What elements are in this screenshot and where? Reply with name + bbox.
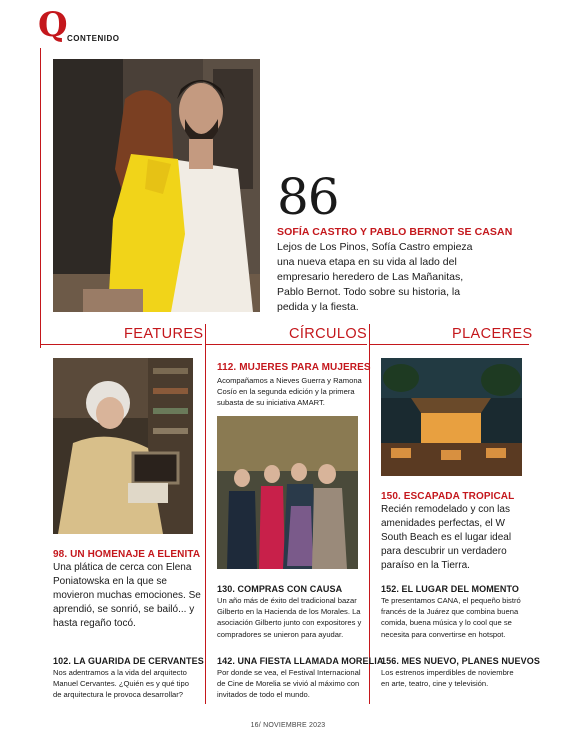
placeres-third-text: Los estrenos imperdibles de noviembre en arte, teatro, cine y televisión. bbox=[381, 668, 514, 689]
column-divider-2 bbox=[369, 324, 370, 704]
page-footer: 16/ NOVIEMBRE 2023 bbox=[250, 722, 326, 729]
features-main-text: Una plática de cerca con Elena Poniatowska en la que se movieron muchas emociones. Se aprendió, se sonrió, se bailó... y hasta regaño tocó. bbox=[53, 562, 201, 629]
section-heading-features[interactable]: FEATURES bbox=[124, 326, 204, 342]
cover-story-page-number: 86 bbox=[277, 168, 339, 226]
placeres-second-title[interactable]: 152. EL LUGAR DEL MOMENTO bbox=[381, 584, 520, 594]
circulos-main-title[interactable]: 112. MUJERES PARA MUJERES bbox=[217, 362, 371, 373]
circulos-second-title[interactable]: 130. COMPRAS CON CAUSA bbox=[217, 584, 343, 594]
cover-story-photo bbox=[53, 59, 260, 312]
features-underline bbox=[40, 344, 202, 345]
circulos-photo-amart bbox=[217, 416, 358, 569]
circulos-main-text: Acompañamos a Nieves Guerra y Ramona Cosío en la segunda edición y la primera subasta de su iniciativa AMART. bbox=[217, 376, 362, 408]
features-secondary-title[interactable]: 102. LA GUARIDA DE CERVANTES bbox=[53, 656, 204, 666]
features-photo-elena bbox=[53, 358, 193, 534]
features-main-title[interactable]: 98. UN HOMENAJE A ELENITA bbox=[53, 549, 201, 560]
circulos-third-text: Por donde se vea, el Festival Internacional de Cine de Morelia se vivió al máximo con invitados de todo el mundo. bbox=[217, 668, 361, 700]
cover-story-title[interactable]: SOFÍA CASTRO Y PABLO BERNOT SE CASAN bbox=[277, 226, 513, 238]
placeres-main-title[interactable]: 150. ESCAPADA TROPICAL bbox=[381, 491, 515, 502]
magazine-logo: Q bbox=[38, 5, 68, 45]
column-divider-1 bbox=[205, 324, 206, 704]
section-heading-placeres[interactable]: PLACERES bbox=[452, 326, 533, 342]
cover-story-text: Lejos de Los Pinos, Sofía Castro empieza una nueva etapa en su vida al lado del empresario heredero de Las Mañanitas, Pablo Bernot. Todo sobre su historia, la pedida y la fiesta. bbox=[277, 241, 473, 313]
placeres-main-text: Recién remodelado y con las amenidades perfectas, el W South Beach es el lugar ideal para descubrir un verdadero paraíso en la Tierra. bbox=[381, 504, 512, 571]
features-secondary-text: Nos adentramos a la vida del arquitecto Manuel Cervantes. ¿Quién es y qué tipo de arquitectura le provoca desarrollar? bbox=[53, 668, 189, 700]
placeres-photo-w-south-beach bbox=[381, 358, 522, 476]
circulos-underline bbox=[205, 344, 367, 345]
circulos-third-title[interactable]: 142. UNA FIESTA LLAMADA MORELIA bbox=[217, 656, 384, 666]
circulos-second-text: Un año más de éxito del tradicional bazar Gilberto en la Hacienda de los Morales. La asociación Gilberto junto con expositores y compradores se unieron para ayudar. bbox=[217, 596, 362, 639]
section-heading-circulos[interactable]: CÍRCULOS bbox=[289, 326, 368, 342]
left-rule bbox=[40, 48, 41, 348]
placeres-second-text: Te presentamos CANA, el pequeño bistró francés de la Juárez que combina buena comida, buena música y lo cool que se necesita para convertirse en hotspot. bbox=[381, 596, 521, 639]
placeres-third-title[interactable]: 156. MES NUEVO, PLANES NUEVOS bbox=[381, 656, 540, 666]
placeres-underline bbox=[369, 344, 529, 345]
section-label: CONTENIDO bbox=[67, 34, 120, 43]
